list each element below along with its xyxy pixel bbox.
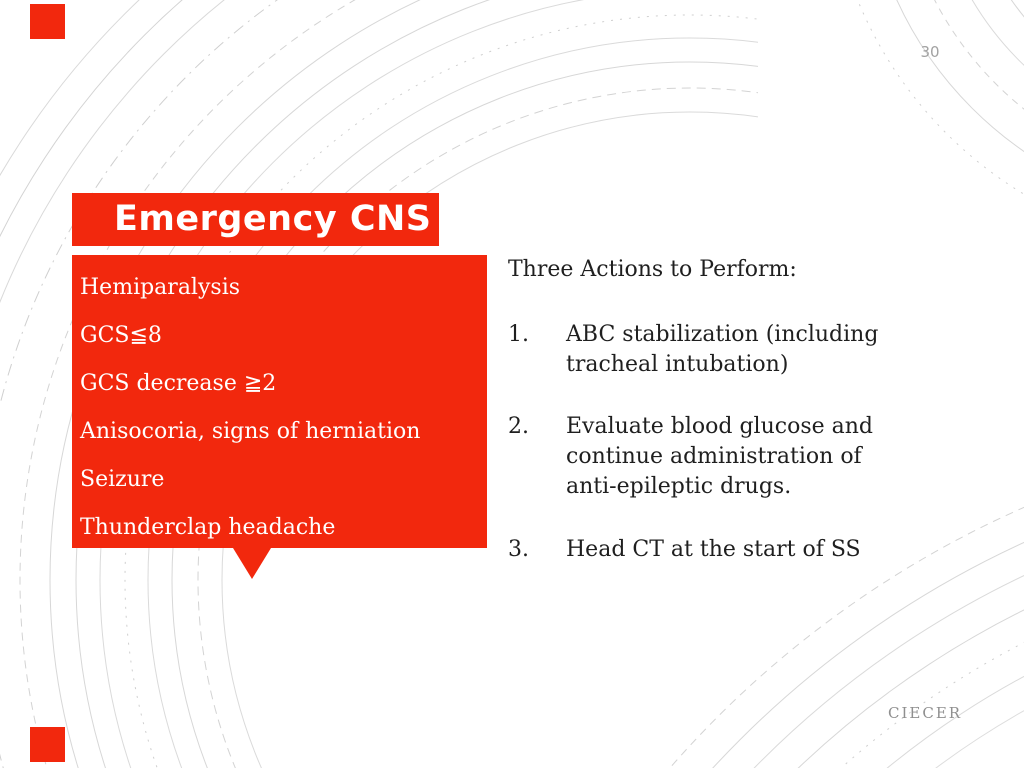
action-item — [508, 412, 910, 502]
callout-tail-pointer — [233, 548, 271, 579]
actions-panel — [508, 255, 910, 565]
page-number: 30 — [920, 43, 940, 61]
symptom-item: Seizure — [80, 467, 165, 492]
corner-accent-square-bottom — [30, 727, 65, 762]
symptom-item: Hemiparalysis — [80, 275, 241, 300]
symptom-item: Anisocoria, signs of herniation — [80, 419, 421, 444]
actions-heading: Three Actions to Perform: — [508, 257, 797, 282]
action-text: Head CT at the start of SS — [566, 537, 861, 562]
slide-title: Emergency CNS — [114, 199, 432, 239]
symptom-item: GCS≦8 — [80, 323, 162, 348]
symptom-list — [72, 255, 487, 552]
action-item — [508, 320, 910, 380]
action-number: 1. — [508, 322, 529, 347]
action-text: ABC stabilization (including tracheal intubation) — [566, 322, 879, 377]
action-text: Evaluate blood glucose and continue administration of anti-epileptic drugs. — [566, 414, 873, 499]
corner-accent-square-top — [30, 4, 65, 39]
symptom-item: GCS decrease ≧2 — [80, 371, 277, 396]
actions-list — [508, 320, 910, 565]
symptom-item: Thunderclap headache — [80, 515, 336, 540]
action-item — [508, 535, 910, 565]
action-number: 3. — [508, 537, 529, 562]
slide-title-banner — [72, 193, 439, 246]
footer-logo: CIECER — [888, 704, 963, 722]
action-number: 2. — [508, 414, 529, 439]
symptom-callout-bubble — [72, 255, 487, 548]
